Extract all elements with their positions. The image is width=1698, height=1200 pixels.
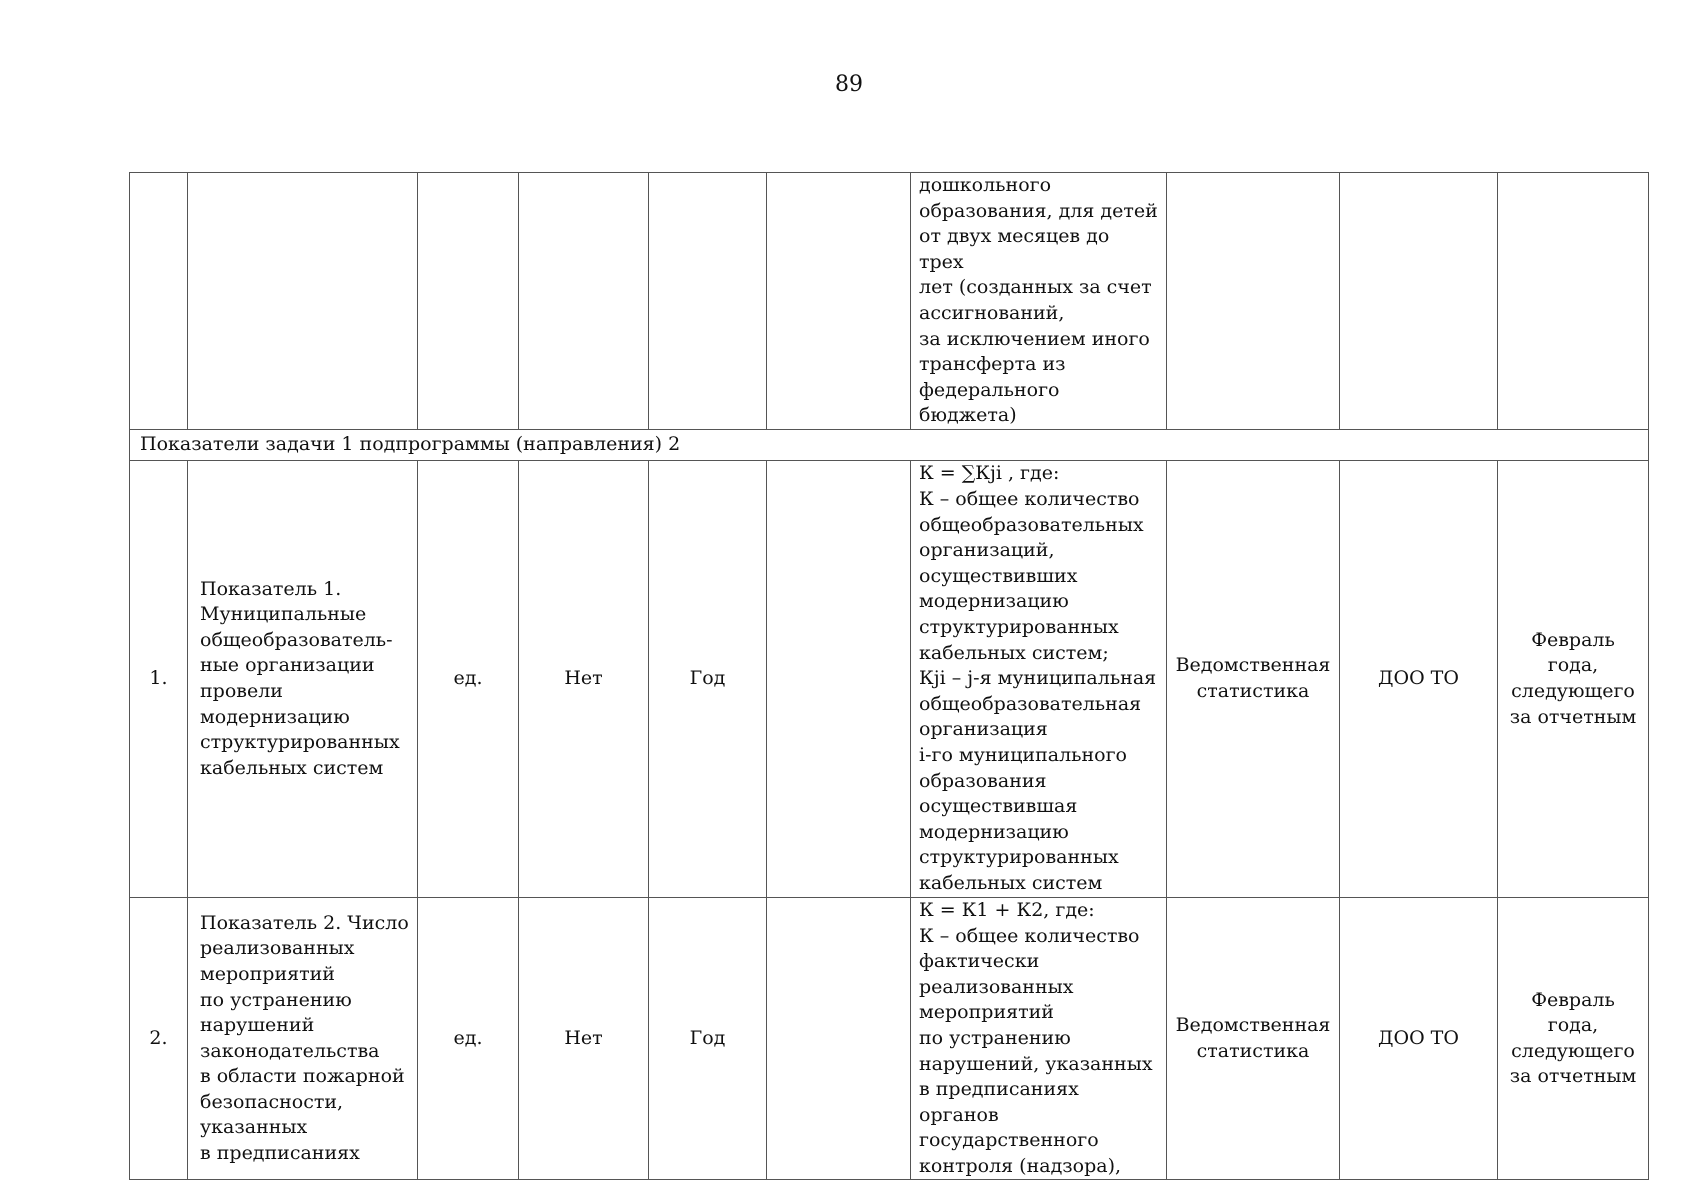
cell-formula: К = ∑Кji , где: К – общее количество общеобразовательных организаций, осуществивших модернизацию структурированных кабельных систем; Кji – j-я муниципальная общеобразовательная организация i-го муниципального образования осуществившая модернизацию структурированных кабельных систем (911, 460, 1167, 897)
cell-unit: ед. (418, 460, 519, 897)
cell-unit: ед. (418, 897, 519, 1180)
cell-num: 2. (130, 897, 188, 1180)
cell-name: Показатель 1. Муниципальные общеобразователь- ные организации провели модернизацию структурированных кабельных систем (188, 460, 418, 897)
cell-unit (418, 173, 519, 430)
cell-source (1167, 173, 1340, 430)
cell-deadline: Февраль года, следующего за отчетным (1498, 460, 1649, 897)
cell-num (130, 173, 188, 430)
indicators-table (129, 172, 1649, 1180)
section-header: Показатели задачи 1 подпрограммы (направления) 2 (130, 429, 1649, 460)
cell-period: Год (649, 897, 767, 1180)
section-header-row (130, 429, 1649, 460)
cell-formula: К = К1 + К2, где: К – общее количество фактически реализованных мероприятий по устранению нарушений, указанных в предписаниях органов государственного контроля (надзора), (911, 897, 1167, 1180)
cell-name (188, 173, 418, 430)
cell-period: Год (649, 460, 767, 897)
cell-responsible (1340, 173, 1498, 430)
page-number: 89 (835, 72, 863, 97)
table-row-continuation (130, 173, 1649, 430)
cell-col6 (767, 173, 911, 430)
cell-col4: Нет (519, 460, 649, 897)
cell-name: Показатель 2. Число реализованных мероприятий по устранению нарушений законодательства в области пожарной безопасности, указанных в предписаниях (188, 897, 418, 1180)
cell-responsible: ДОО ТО (1340, 897, 1498, 1180)
cell-source: Ведомственная статистика (1167, 460, 1340, 897)
cell-deadline (1498, 173, 1649, 430)
cell-col4 (519, 173, 649, 430)
cell-responsible: ДОО ТО (1340, 460, 1498, 897)
cell-num: 1. (130, 460, 188, 897)
cell-col6 (767, 897, 911, 1180)
table-row (130, 460, 1649, 897)
cell-col4: Нет (519, 897, 649, 1180)
cell-period (649, 173, 767, 430)
cell-source: Ведомственная статистика (1167, 897, 1340, 1180)
cell-formula: дошкольного образования, для детей от двух месяцев до трех лет (созданных за счет ассигнований, за исключением иного трансферта из федерального бюджета) (911, 173, 1167, 430)
table-row (130, 897, 1649, 1180)
cell-col6 (767, 460, 911, 897)
cell-deadline: Февраль года, следующего за отчетным (1498, 897, 1649, 1180)
